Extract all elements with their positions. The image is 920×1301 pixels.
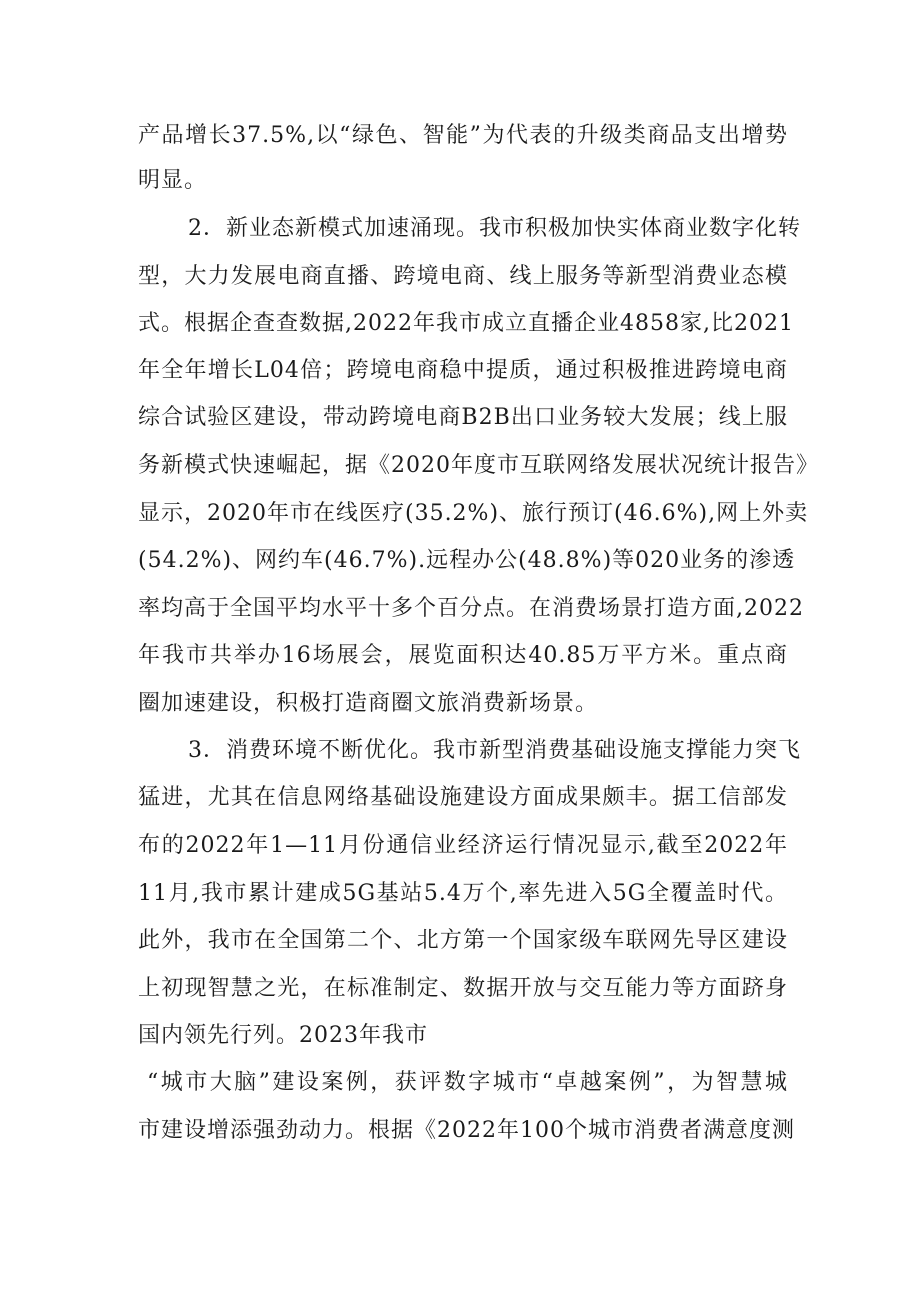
paragraph-line: 上初现智慧之光，在标准制定、数据开放与交互能力等方面跻身 bbox=[138, 976, 788, 1001]
paragraph-line: 明显。 bbox=[138, 168, 208, 193]
paragraph-line: 式。根据企查查数据,2022年我市成立直播企业4858家,比2021 bbox=[138, 311, 794, 336]
paragraph-line: 显示，2020年市在线医疗(35.2%)、旅行预订(46.6%),网上外卖 bbox=[138, 501, 809, 526]
paragraph-line: 年全年增长L04倍；跨境电商稳中提质，通过积极推进跨境电商 bbox=[138, 358, 788, 383]
paragraph-line: 综合试验区建设，带动跨境电商B2B出口业务较大发展；线上服 bbox=[138, 405, 788, 430]
paragraph-line: 布的2022年1—11月份通信业经济运行情况显示,截至2022年 bbox=[138, 833, 788, 858]
paragraph-line: 此外，我市在全国第二个、北方第一个国家级车联网先导区建设 bbox=[138, 928, 788, 953]
paragraph-line: “城市大脑”建设案例，获评数字城市“卓越案例”，为智慧城 bbox=[147, 1070, 788, 1095]
paragraph-line: 务新模式快速崛起，据《2020年度市互联网络发展状况统计报告》 bbox=[138, 453, 819, 478]
paragraph-line: 年我市共举办16场展会，展览面积达40.85万平方米。重点商 bbox=[138, 643, 788, 668]
paragraph-line: 圈加速建设，积极打造商圈文旅消费新场景。 bbox=[138, 691, 599, 716]
paragraph-line: 国内领先行列。2023年我市 bbox=[138, 1023, 428, 1048]
paragraph-line: 市建设增添强劲动力。根据《2022年100个城市消费者满意度测 bbox=[138, 1118, 795, 1143]
paragraph-line: 11月,我市累计建成5G基站5.4万个,率先进入5G全覆盖时代。 bbox=[138, 881, 788, 906]
paragraph-line: 型，大力发展电商直播、跨境电商、线上服务等新型消费业态模 bbox=[138, 264, 788, 289]
paragraph-line: 3．消费环境不断优化。我市新型消费基础设施支撑能力突飞 bbox=[188, 738, 801, 763]
paragraph-line: (54.2%)、网约车(46.7%).远程办公(48.8%)等020业务的渗透 bbox=[138, 548, 796, 573]
paragraph-line: 产品增长37.5%,以“绿色、智能”为代表的升级类商品支出增势 bbox=[138, 123, 788, 148]
paragraph-line: 率均高于全国平均水平十多个百分点。在消费场景打造方面,2022 bbox=[138, 596, 804, 621]
paragraph-line: 猛进，尤其在信息网络基础设施建设方面成果颇丰。据工信部发 bbox=[138, 785, 788, 810]
paragraph-line: 2．新业态新模式加速涌现。我市积极加快实体商业数字化转 bbox=[188, 216, 801, 241]
